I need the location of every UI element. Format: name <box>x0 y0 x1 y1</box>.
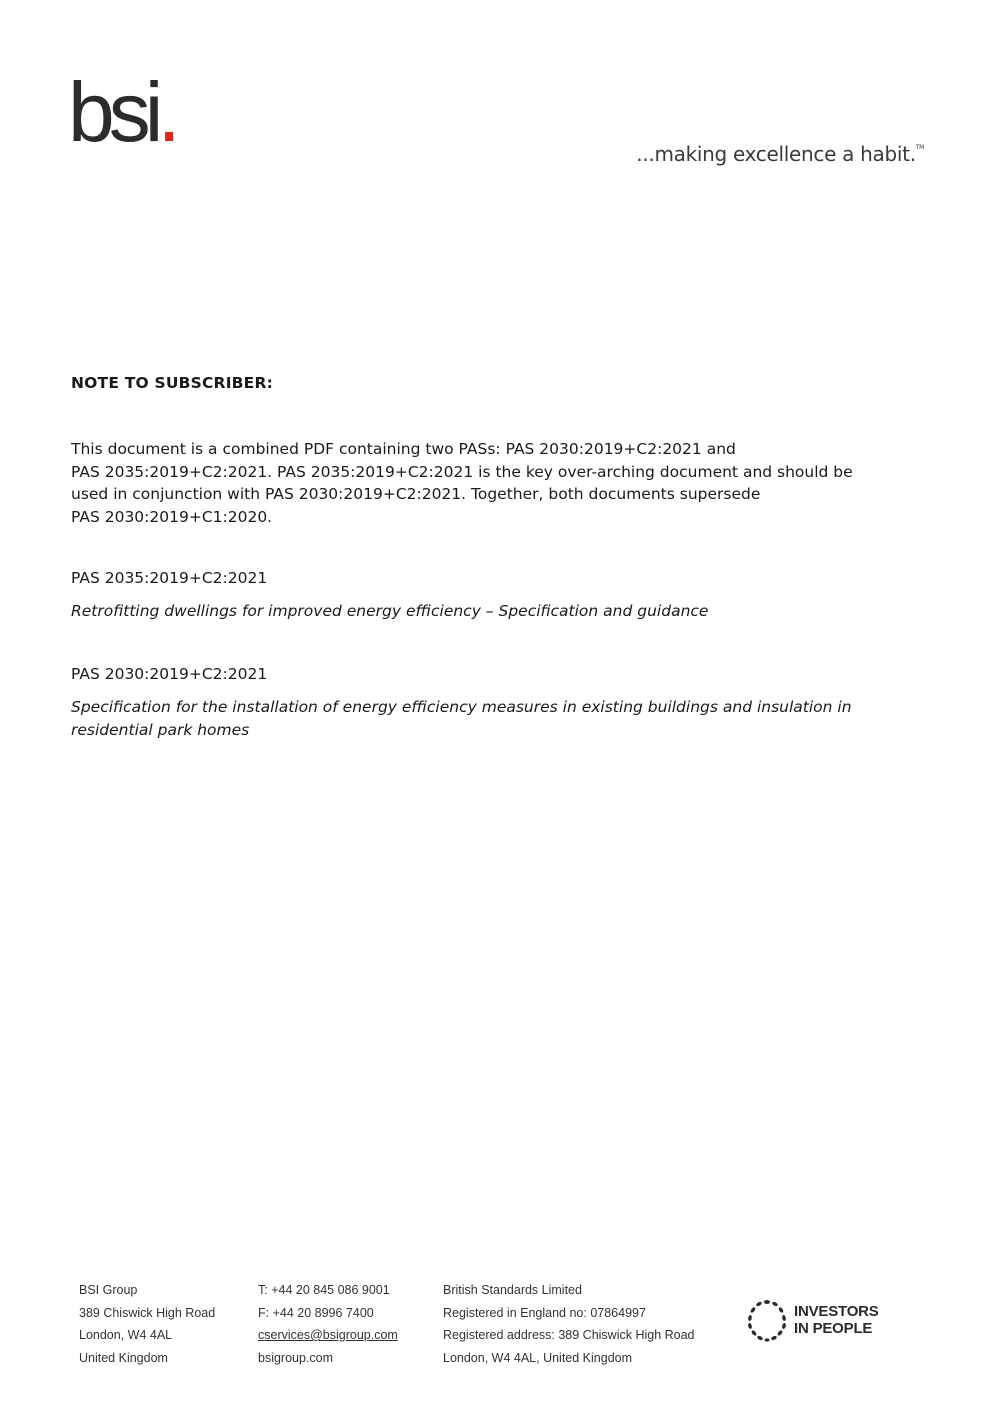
website-link[interactable]: bsigroup.com <box>258 1350 334 1365</box>
footer-address: BSI Group 389 Chiswick High Road London, W4 4AL United Kingdom <box>79 1283 216 1365</box>
bsi-logo <box>68 65 175 159</box>
note-paragraph <box>71 438 911 528</box>
investors-in-people-badge <box>746 1298 879 1342</box>
note-heading: NOTE TO SUBSCRIBER: <box>71 374 273 392</box>
laurel-wreath-icon <box>746 1298 788 1342</box>
fax-number: F: +44 20 8996 7400 <box>258 1305 374 1320</box>
logo-dot: . <box>157 65 175 159</box>
trademark-mark: TM <box>915 144 924 151</box>
tagline: ...making excellence a habit.™ <box>636 142 924 166</box>
phone-number: T: +44 20 845 086 9001 <box>258 1283 390 1297</box>
pas-2030-title <box>71 696 911 741</box>
note-line: PAS 2030:2019+C1:2020. <box>71 507 273 526</box>
email-link[interactable]: cservices@bsigroup.com <box>258 1328 398 1342</box>
note-line: This document is a combined PDF containing two PASs: PAS 2030:2019+C2:2021 and <box>71 440 736 458</box>
title-line: Specification for the installation of energy efficiency measures in existing buildings and insulation in <box>71 698 852 716</box>
logo-text: bsi <box>68 65 158 159</box>
footer-contact <box>258 1279 398 1369</box>
footer-company: British Standards Limited Registered in England no: 07864997 Registered address: 389 Chiswick High Road London, W4 4AL, United Kingdom <box>443 1283 695 1365</box>
title-line: residential park homes <box>71 720 250 739</box>
note-line: used in conjunction with PAS 2030:2019+C2:2021. Together, both documents supersede <box>71 485 761 503</box>
badge-line: IN PEOPLE <box>794 1320 873 1337</box>
note-line: PAS 2035:2019+C2:2021. PAS 2035:2019+C2:2021 is the key over-arching document and should be <box>71 462 853 481</box>
pas-2035-title: Retrofitting dwellings for improved energy efficiency – Specification and guidance <box>71 602 709 620</box>
pas-2030-code: PAS 2030:2019+C2:2021 <box>71 665 268 683</box>
pas-2035-code: PAS 2035:2019+C2:2021 <box>71 569 268 587</box>
badge-line: INVESTORS <box>794 1303 879 1320</box>
